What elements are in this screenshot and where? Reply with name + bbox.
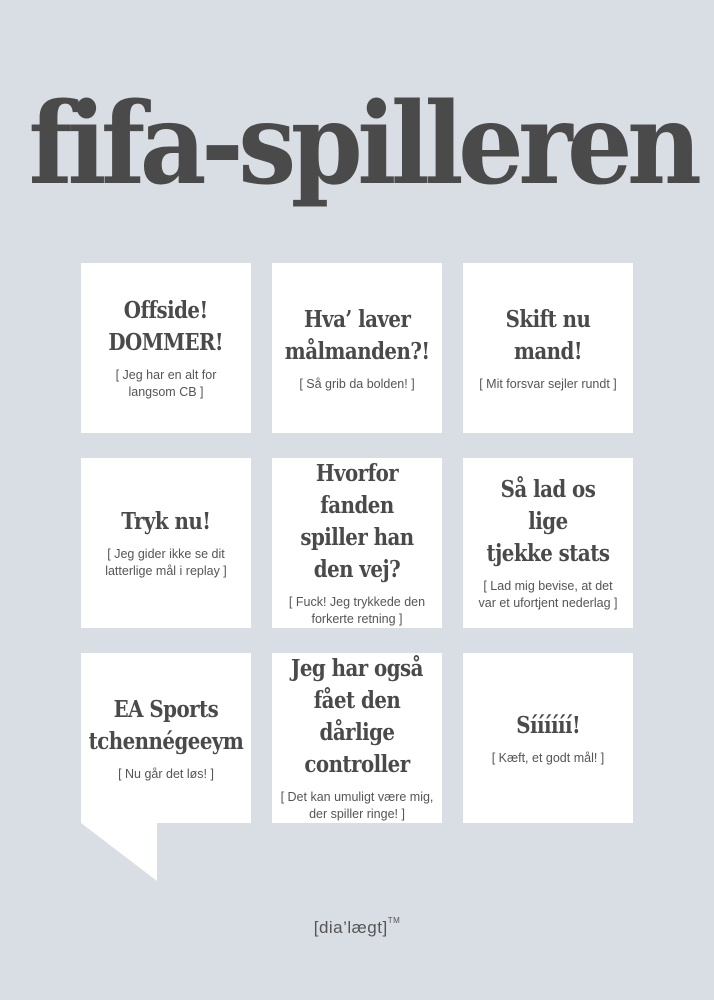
speech-card [272, 263, 442, 433]
card-heading: EA Sports tchennégeeym [88, 695, 244, 755]
brand-text: [dia’lægt] [313, 918, 388, 937]
card-subtitle: [ Jeg har en alt for langsom CB ] [115, 368, 217, 399]
poster-title: fifa-spilleren [28, 79, 697, 210]
card-subtitle: [ Kæft, et godt mål! ] [491, 750, 605, 765]
card-heading: Så lad os lige tjekke stats [486, 476, 610, 567]
card-subtitle: [ Så grib da bolden! ] [299, 376, 415, 391]
card-heading: Skift nu mand! [505, 305, 591, 365]
card-heading: Síííííí! [516, 711, 580, 739]
speech-card [463, 458, 633, 628]
speech-card [81, 653, 251, 823]
card-subtitle: [ Jeg gider ikke se dit latterlige mål i replay ] [105, 547, 227, 578]
card-subtitle: [ Det kan umuligt være mig, der spiller ringe! ] [280, 790, 434, 821]
card-subtitle: [ Fuck! Jeg trykkede den forkerte retning ] [288, 595, 426, 626]
trademark-mark: TM [387, 916, 401, 925]
brand-logo [0, 918, 714, 938]
card-heading: Hva’ laver målmanden?! [284, 305, 430, 365]
card-heading: Hvorfor fanden spiller han den vej? [300, 460, 414, 583]
card-heading: Jeg har også fået den dårlige controller [291, 655, 423, 778]
speech-card [463, 653, 633, 823]
speech-card [272, 653, 442, 823]
card-heading: Tryk nu! [121, 508, 211, 535]
card-subtitle: [ Lad mig bevise, at det var et ufortjent nederlag ] [478, 579, 618, 610]
speech-bubble-tail-icon [81, 823, 157, 881]
speech-card [81, 263, 251, 433]
card-subtitle: [ Nu går det løs! ] [118, 766, 214, 781]
card-subtitle: [ Mit forsvar sejler rundt ] [479, 376, 617, 391]
speech-card-grid [81, 263, 633, 824]
speech-card [81, 458, 251, 628]
speech-card [272, 458, 442, 628]
speech-card [463, 263, 633, 433]
card-heading: Offside! DOMMER! [108, 297, 224, 356]
